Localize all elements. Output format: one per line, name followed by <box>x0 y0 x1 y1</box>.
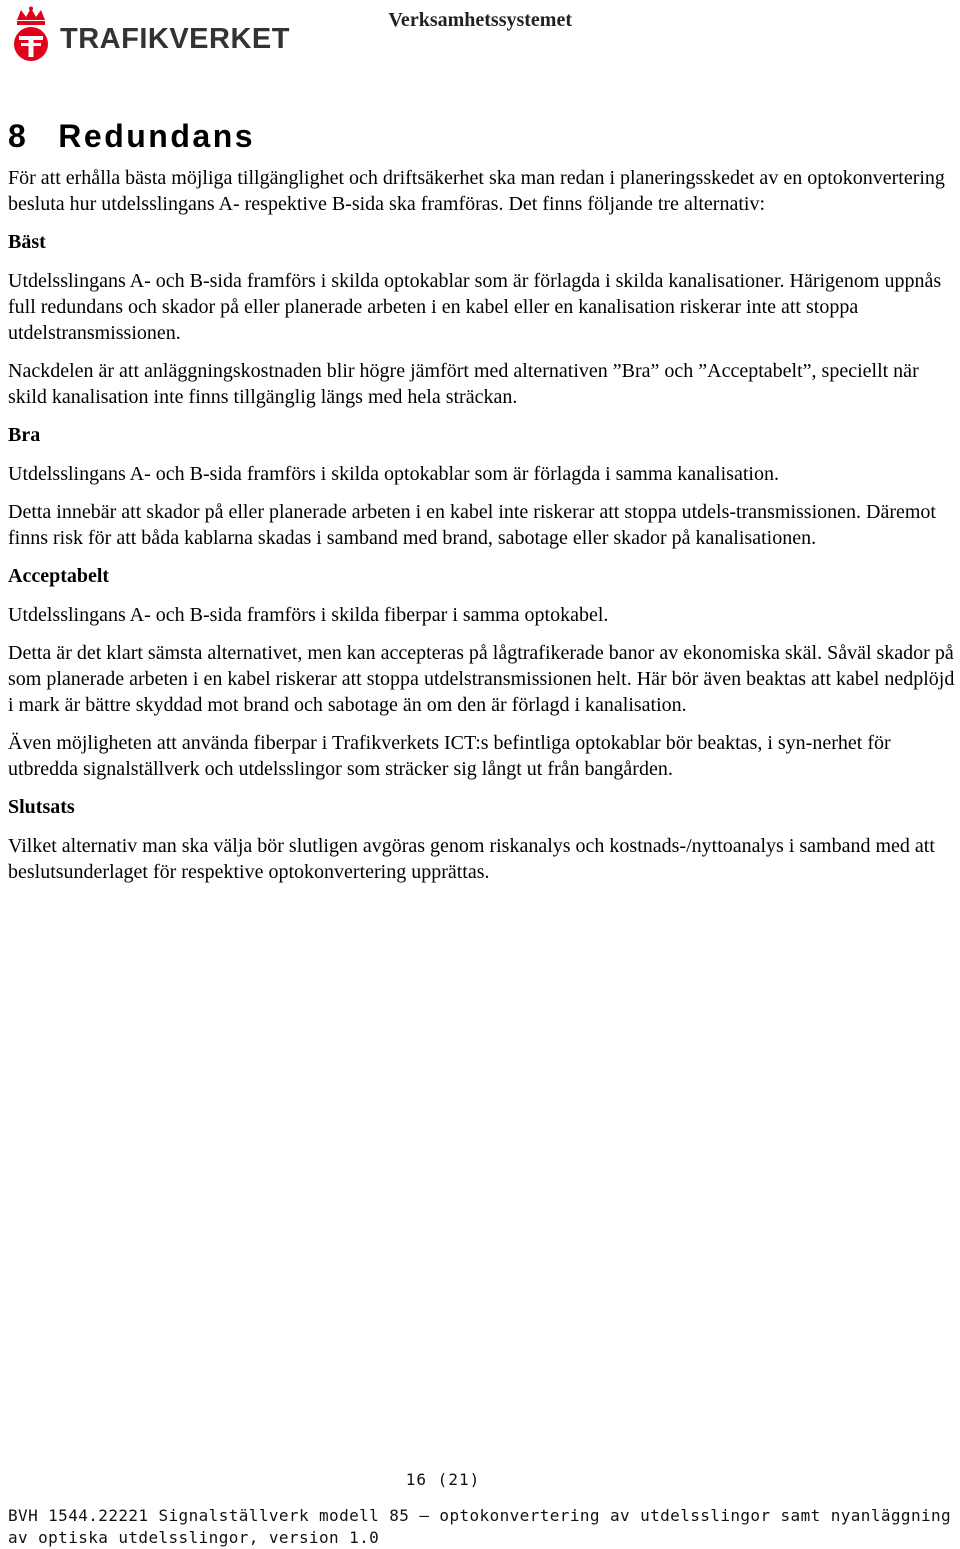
main-content <box>8 118 958 897</box>
header-title: Verksamhetssystemet <box>388 9 572 31</box>
section-heading <box>8 118 958 155</box>
acceptable-paragraph-1: Utdelsslingans A- och B-sida framförs i skilda fiberpar i samma optokabel. <box>8 604 609 626</box>
trafikverket-logo <box>8 6 290 62</box>
document-reference: BVH 1544.22221 Signalställverk modell 85 – optokonvertering av utdelsslingor samt nyanläggning av optiska utdelsslingor, version 1.0 <box>8 1506 952 1547</box>
good-paragraph-2: Detta innebär att skador på eller planerade arbeten i en kabel inte riskerar att stoppa utdels-transmissionen. Däremot finns risk för att båda kablarna skadas i samband med brand, sabotage eller skador på kanalisationen. <box>8 501 936 549</box>
heading-best: Bäst <box>8 231 46 253</box>
best-paragraph-1: Utdelsslingans A- och B-sida framförs i skilda optokablar som är förlagda i skilda kanalisationer. Härigenom uppnås full redundans och skador på eller planerade arbeten i en kabel eller en kanalisation riskerar inte att stoppa utdelstransmissionen. <box>8 270 942 344</box>
acceptable-paragraph-2: Detta är det klart sämsta alternativet, men kan accepteras på lågtrafikerade banor av ekonomiska skäl. Såväl skador på som planerade arbeten i en kabel riskerar att stoppa utdelstransmissionen helt. Här bör även beaktas att kabel nedplöjd i mark är bättre skyddad mot brand och sabotage än om den är förlagd i kanalisation. <box>8 642 955 716</box>
page-number: 16 (21) <box>405 1470 481 1489</box>
good-paragraph-1: Utdelsslingans A- och B-sida framförs i skilda optokablar som är förlagda i samma kanalisation. <box>8 463 779 485</box>
conclusion-paragraph: Vilket alternativ man ska välja bör slutligen avgöras genom riskanalys och kostnads-/nyttoanalys i samband med att beslutsunderlaget för respektive optokonvertering upprättas. <box>8 835 935 883</box>
heading-conclusion: Slutsats <box>8 796 75 818</box>
crown-shield-icon <box>8 6 54 62</box>
page-header <box>0 0 960 70</box>
acceptable-paragraph-3: Även möjligheten att använda fiberpar i Trafikverkets ICT:s befintliga optokablar bör beaktas, i syn-nerhet för utbredda signalställverk och utdelsslingor som sträcker sig långt ut från bangården. <box>8 732 891 780</box>
section-number: 8 <box>8 118 29 154</box>
page-footer <box>8 1470 958 1549</box>
heading-good: Bra <box>8 424 41 446</box>
logo-text: TRAFIKVERKET <box>60 22 290 55</box>
heading-acceptable: Acceptabelt <box>8 565 110 587</box>
intro-paragraph: För att erhålla bästa möjliga tillgänglighet och driftsäkerhet ska man redan i planeringsskedet av en optokonvertering besluta hur utdelsslingans A- respektive B-sida ska framföras. Det finns följande tre alternativ: <box>8 167 945 215</box>
section-title: Redundans <box>58 118 256 154</box>
best-paragraph-2: Nackdelen är att anläggningskostnaden blir högre jämfört med alternativen ”Bra” och ”Acceptabelt”, speciellt när skild kanalisation inte finns tillgänglig längs med hela sträckan. <box>8 360 919 408</box>
